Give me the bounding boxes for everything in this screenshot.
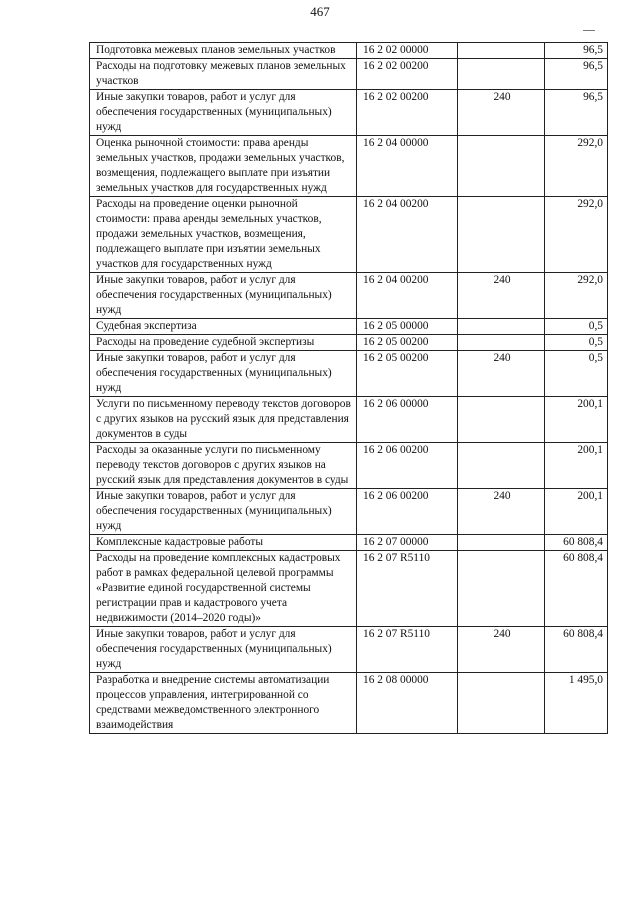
row-name: Оценка рыночной стоимости: права аренды земельных участков, продажи земельных участков, возмещения, подлежащего выплате при изъятии земельных участков для государственных нужд — [90, 136, 357, 197]
row-code: 16 2 05 00200 — [357, 335, 458, 351]
row-code: 16 2 02 00000 — [357, 43, 458, 59]
table-row — [90, 197, 608, 273]
row-name: Иные закупки товаров, работ и услуг для обеспечения государственных (муниципальных) нужд — [90, 273, 357, 319]
table-row — [90, 673, 608, 734]
row-type: 240 — [458, 627, 545, 673]
row-sum: 200,1 — [545, 489, 608, 535]
row-sum: 60 808,4 — [545, 627, 608, 673]
table-row — [90, 351, 608, 397]
row-name: Иные закупки товаров, работ и услуг для обеспечения государственных (муниципальных) нужд — [90, 351, 357, 397]
row-name: Расходы на проведение оценки рыночной стоимости: права аренды земельных участков, продажи земельных участков, возмещения, подлежащего выплате при изъятии земельных участков для государственных нужд — [90, 197, 357, 273]
row-sum: 0,5 — [545, 319, 608, 335]
table-row — [90, 319, 608, 335]
budget-table-body — [90, 43, 608, 734]
row-sum: 96,5 — [545, 90, 608, 136]
table-row — [90, 59, 608, 90]
table-row — [90, 90, 608, 136]
row-type — [458, 443, 545, 489]
table-row — [90, 489, 608, 535]
table-row — [90, 397, 608, 443]
row-sum: 200,1 — [545, 443, 608, 489]
row-name: Разработка и внедрение системы автоматизации процессов управления, интегрированной со средствами межведомственного электронного взаимодействия — [90, 673, 357, 734]
row-code: 16 2 06 00000 — [357, 397, 458, 443]
row-name: Иные закупки товаров, работ и услуг для обеспечения государственных (муниципальных) нужд — [90, 90, 357, 136]
row-type — [458, 43, 545, 59]
row-code: 16 2 02 00200 — [357, 90, 458, 136]
row-name: Услуги по письменному переводу текстов договоров с других языков на русский язык для представления документов в суды — [90, 397, 357, 443]
table-row — [90, 551, 608, 627]
row-type: 240 — [458, 273, 545, 319]
row-name: Расходы за оказанные услуги по письменному переводу текстов договоров с других языков на русский язык для представления документов в суды — [90, 443, 357, 489]
row-type — [458, 197, 545, 273]
row-code: 16 2 07 R5110 — [357, 551, 458, 627]
row-code: 16 2 04 00200 — [357, 273, 458, 319]
row-sum: 96,5 — [545, 43, 608, 59]
row-sum: 60 808,4 — [545, 535, 608, 551]
row-sum: 292,0 — [545, 197, 608, 273]
row-sum: 292,0 — [545, 136, 608, 197]
row-name: Иные закупки товаров, работ и услуг для обеспечения государственных (муниципальных) нужд — [90, 627, 357, 673]
row-sum: 200,1 — [545, 397, 608, 443]
row-type — [458, 397, 545, 443]
table-row — [90, 627, 608, 673]
table-row — [90, 273, 608, 319]
row-code: 16 2 08 00000 — [357, 673, 458, 734]
row-name: Подготовка межевых планов земельных участков — [90, 43, 357, 59]
row-name: Расходы на проведение судебной экспертизы — [90, 335, 357, 351]
table-row — [90, 535, 608, 551]
row-sum: 292,0 — [545, 273, 608, 319]
row-sum: 60 808,4 — [545, 551, 608, 627]
row-type: 240 — [458, 90, 545, 136]
row-name: Судебная экспертиза — [90, 319, 357, 335]
row-code: 16 2 06 00200 — [357, 443, 458, 489]
row-sum: 0,5 — [545, 351, 608, 397]
row-code: 16 2 07 00000 — [357, 535, 458, 551]
row-code: 16 2 07 R5110 — [357, 627, 458, 673]
scan-mark — [583, 30, 595, 31]
row-sum: 0,5 — [545, 335, 608, 351]
row-type — [458, 59, 545, 90]
row-code: 16 2 04 00000 — [357, 136, 458, 197]
table-row — [90, 43, 608, 59]
row-type: 240 — [458, 351, 545, 397]
row-type — [458, 551, 545, 627]
row-code: 16 2 05 00200 — [357, 351, 458, 397]
row-type: 240 — [458, 489, 545, 535]
row-code: 16 2 04 00200 — [357, 197, 458, 273]
row-code: 16 2 05 00000 — [357, 319, 458, 335]
row-name: Иные закупки товаров, работ и услуг для обеспечения государственных (муниципальных) нужд — [90, 489, 357, 535]
row-name: Комплексные кадастровые работы — [90, 535, 357, 551]
row-type — [458, 319, 545, 335]
row-type — [458, 535, 545, 551]
row-sum: 1 495,0 — [545, 673, 608, 734]
row-name: Расходы на проведение комплексных кадастровых работ в рамках федеральной целевой программы «Развитие единой государственной системы регистрации прав и кадастрового учета недвижимости (2014–2020 годы)» — [90, 551, 357, 627]
page-number: 467 — [310, 4, 330, 19]
row-code: 16 2 02 00200 — [357, 59, 458, 90]
row-type — [458, 673, 545, 734]
row-type — [458, 136, 545, 197]
row-type — [458, 335, 545, 351]
row-name: Расходы на подготовку межевых планов земельных участков — [90, 59, 357, 90]
table-row — [90, 136, 608, 197]
row-sum: 96,5 — [545, 59, 608, 90]
budget-table — [89, 42, 608, 734]
row-code: 16 2 06 00200 — [357, 489, 458, 535]
table-row — [90, 443, 608, 489]
table-row — [90, 335, 608, 351]
